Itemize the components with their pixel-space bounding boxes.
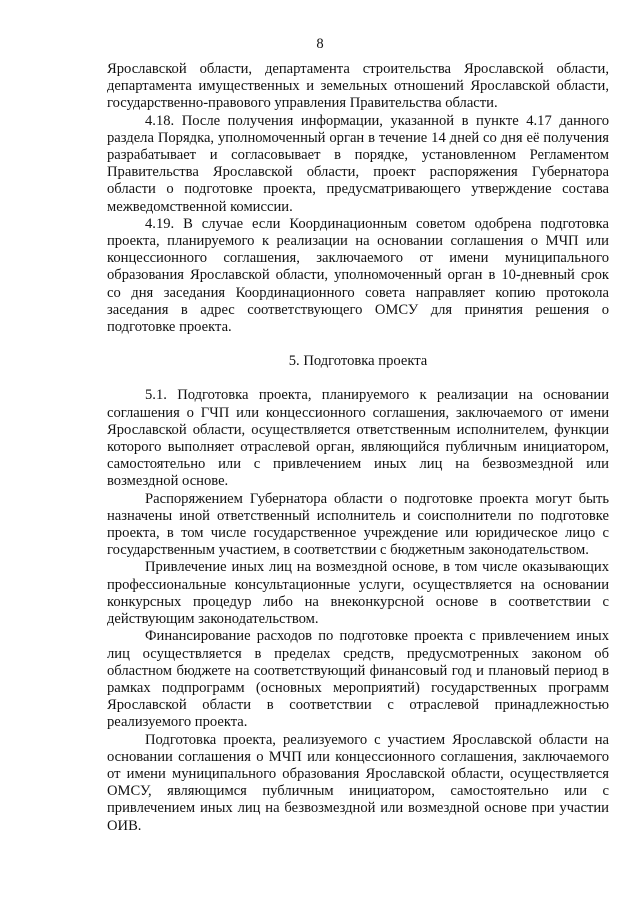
paragraph-paid-involvement: Привлечение иных лиц на возмездной основе, в том числе оказывающих профессиональные консультационные услуги, осуществляется на основании конкурсных процедур либо на внеконкурсной основе в соответствии с действующим законодательством. xyxy=(107,559,609,628)
paragraph-4-19: 4.19. В случае если Координационным советом одобрена подготовка проекта, планируемого к реализации на основании соглашения о МЧП или концессионного соглашения, заключаемого от имени муниципального образования Ярославской области, уполномоченный орган в 10-дневный срок со дня заседания Координационного совета направляет копию протокола заседания в адрес соответствующего ОМСУ для принятия решения о подготовке проекта. xyxy=(107,215,609,336)
page-number: 8 xyxy=(316,36,324,52)
section-heading: 5. Подготовка проекта xyxy=(288,353,428,370)
paragraph-financing: Финансирование расходов по подготовке проекта с привлечением иных лиц осуществляется в пределах средств, предусмотренных законом об областном бюджете на соответствующий финансовый год и плановый период в рамках подпрограмм (основных мероприятий) государственных программ Ярославской области в соответствии с отраслевой принадлежностью реализуемого проекта. xyxy=(107,628,609,731)
document-body xyxy=(107,61,609,835)
paragraph-4-18: 4.18. После получения информации, указанной в пункте 4.17 данного раздела Порядка, уполномоченный орган в течение 14 дней со дня её получения разрабатывает и согласовывает в порядке, установленном Регламентом Правительства Ярославской области, проект распоряжения Губернатора области о подготовке проекта, предусматривающего утверждение состава межведомственной комиссии. xyxy=(107,112,609,215)
paragraph-governor-order: Распоряжением Губернатора области о подготовке проекта могут быть назначены иной ответственный исполнитель и соисполнители по подготовке проекта, в том числе государственное учреждение или юридическое лицо с государственным участием, в соответствии с бюджетным законодательством. xyxy=(107,490,609,559)
paragraph-municipal-preparation: Подготовка проекта, реализуемого с участием Ярославской области на основании соглашения о МЧП или концессионного соглашения, заключаемого от имени муниципального образования Ярославской области, осуществляется ОМСУ, являющимся публичным инициатором, самостоятельно или с привлечением иных лиц на безвозмездной или возмездной основе при участии ОИВ. xyxy=(107,731,609,834)
paragraph-continuation: Ярославской области, департамента строительства Ярославской области, департамента имущественных и земельных отношений Ярославской области, государственно-правового управления Правительства области. xyxy=(107,61,609,112)
paragraph-5-1: 5.1. Подготовка проекта, планируемого к реализации на основании соглашения о ГЧП или концессионного соглашения, заключаемого от имени Ярославской области, осуществляется ответственным исполнителем, функции которого выполняет отраслевой орган, являющийся публичным инициатором, самостоятельно или с привлечением иных лиц на безвозмездной или возмездной основе. xyxy=(107,387,609,490)
